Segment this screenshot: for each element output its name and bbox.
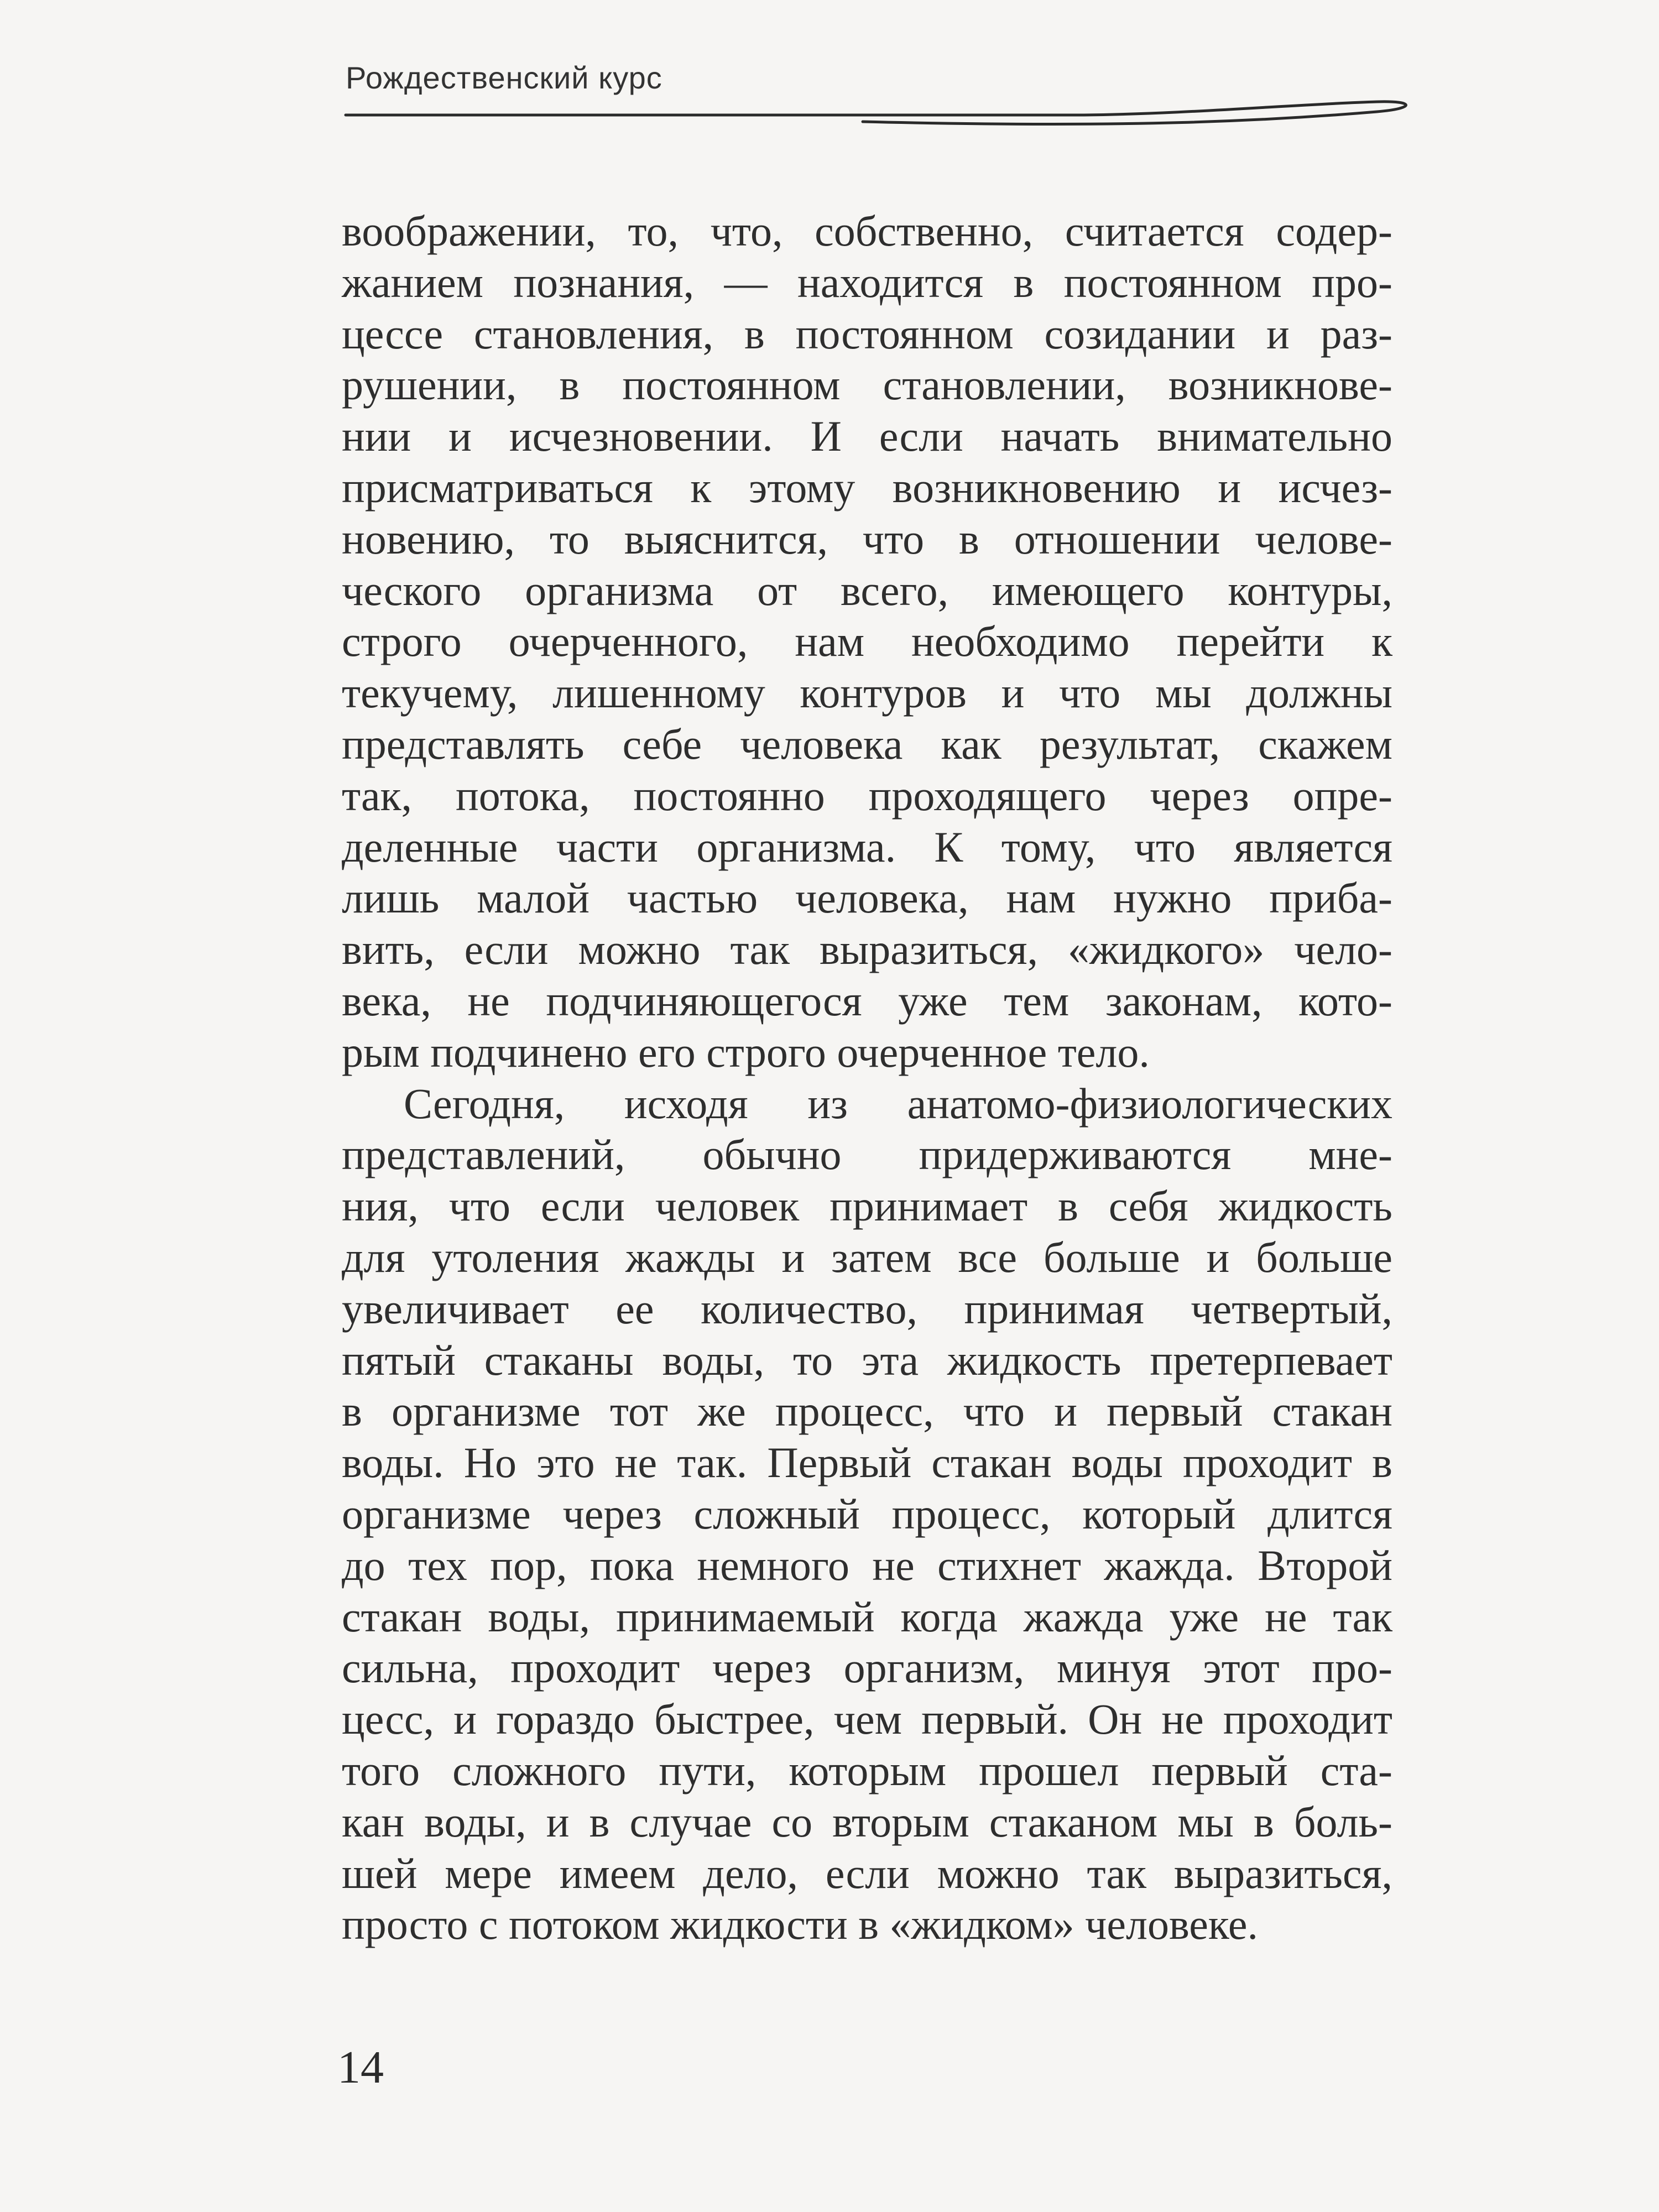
text-line: кан воды, и в случае со вторым стаканом мы в боль- <box>342 1797 1392 1846</box>
text-line: воды. Но это не так. Первый стакан воды проходит в <box>342 1438 1392 1487</box>
text-line: вить, если можно так выразиться, «жидкого» чело- <box>342 925 1392 974</box>
text-line: так, потока, постоянно проходящего через опре- <box>342 771 1392 820</box>
text-line: цессе становления, в постоянном созидании и раз- <box>342 309 1392 358</box>
text-line: в организме тот же процесс, что и первый стакан <box>342 1387 1392 1436</box>
text-line: лишь малой частью человека, нам нужно приба- <box>342 874 1392 922</box>
text-line: для утоления жажды и затем все больше и больше <box>342 1233 1392 1281</box>
text-line: рым подчинено его строго очерченное тело. <box>342 1027 1150 1076</box>
text-line: того сложного пути, которым прошел первый ста- <box>342 1746 1392 1794</box>
text-line: представлений, обычно придерживаются мне- <box>342 1130 1392 1179</box>
text-line: увеличивает ее количество, принимая четвертый, <box>342 1284 1392 1333</box>
text-line: представлять себе человека как результат, скажем <box>342 719 1392 768</box>
text-line: ческого организма от всего, имеющего контуры, <box>342 566 1392 614</box>
text-line: строго очерченного, нам необходимо перейти к <box>342 617 1392 666</box>
page-number: 14 <box>337 2042 384 2093</box>
text-line: текучему, лишенному контуров и что мы должны <box>342 669 1392 717</box>
running-header: Рождественский курс <box>346 60 662 95</box>
text-line: шей мере имеем дело, если можно так выразиться, <box>342 1849 1392 1897</box>
text-line: до тех пор, пока немного не стихнет жажда. Второй <box>342 1541 1392 1589</box>
header-rule <box>0 94 1659 149</box>
text-line: просто с потоком жидкости в «жидком» человеке. <box>342 1900 1259 1949</box>
text-line: новению, то выяснится, что в отношении челове- <box>342 514 1392 563</box>
text-line: Сегодня, исходя из анатомо-физиологических <box>404 1079 1392 1128</box>
text-line: жанием познания, — находится в постоянном про- <box>342 258 1392 306</box>
text-line: пятый стаканы воды, то эта жидкость претерпевает <box>342 1335 1392 1384</box>
text-line: сильна, проходит через организм, минуя этот про- <box>342 1644 1392 1692</box>
text-line: присматриваться к этому возникновению и исчез- <box>342 463 1392 512</box>
text-line: цесс, и гораздо быстрее, чем первый. Он не проходит <box>342 1695 1392 1744</box>
paragraph <box>342 1078 1392 1951</box>
text-line: деленные части организма. К тому, что является <box>342 822 1392 871</box>
text-line: рушении, в постоянном становлении, возникнове- <box>342 361 1392 409</box>
body-text <box>342 206 1392 1950</box>
text-line: ния, что если человек принимает в себя жидкость <box>342 1182 1392 1230</box>
paragraph <box>342 206 1392 1078</box>
text-line: стакан воды, принимаемый когда жажда уже не так <box>342 1592 1392 1641</box>
text-line: нии и исчезновении. И если начать внимательно <box>342 412 1392 461</box>
text-line: организме через сложный процесс, который длится <box>342 1489 1392 1538</box>
text-line: века, не подчиняющегося уже тем законам, кото- <box>342 976 1392 1025</box>
text-line: воображении, то, что, собственно, считается содер- <box>342 207 1392 255</box>
